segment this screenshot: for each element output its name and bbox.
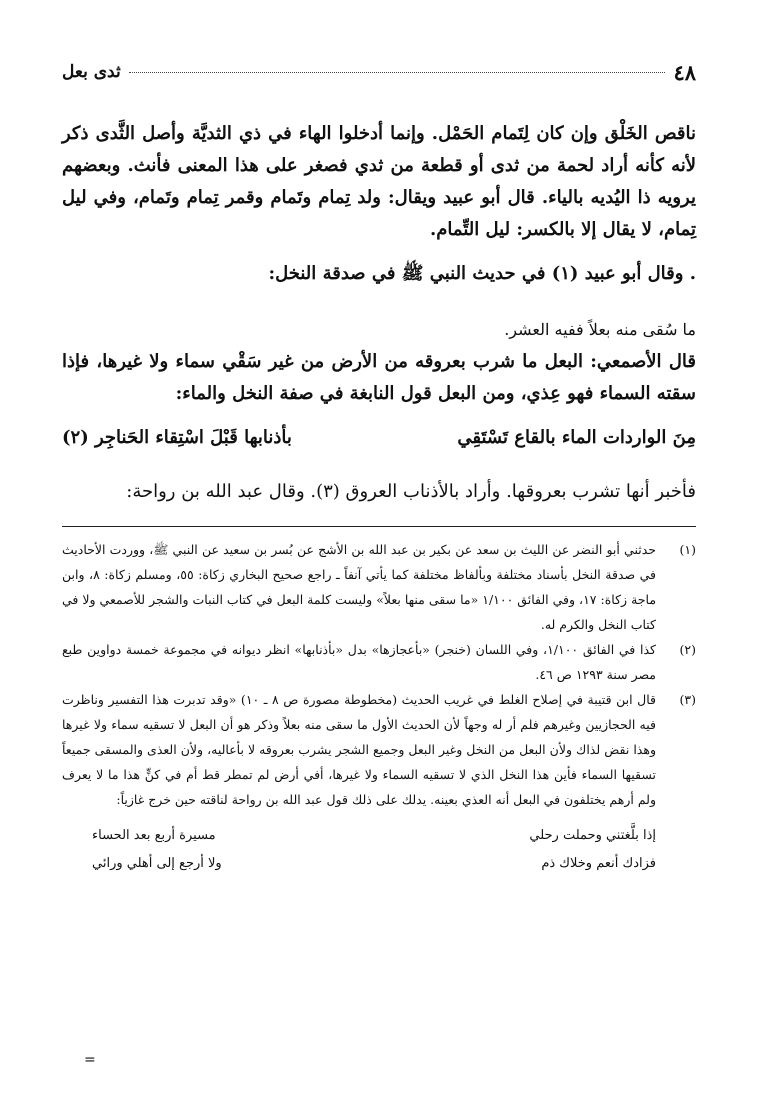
running-title: ثدى بعل <box>62 62 121 82</box>
poem-first-hemistich: فزادك أنعم وخلاك ذم <box>541 856 656 871</box>
poem-second-hemistich: ولا أرجع إلى أهلي ورائي <box>92 856 222 871</box>
verse-second-hemistich: بأذنابها قَبْلَ اسْتِقاء الحَناجِر (٢) <box>62 427 292 448</box>
footnote-3 <box>62 687 696 812</box>
paragraph-1: ناقص الخَلْق وإن كان لِتَمام الحَمْل. وإنما أدخلوا الهاء في ذي الثديَّة وأصل الثَّدى ذكر لأنه كأنه أراد لحمة من ثدى أو قطعة من ثدي فصغر على هذا المعنى فأنث. وبعضهم يرويه ذا اليُديه بالياء. قال أبو عبيد ويقال: ولد تِمام وتَمام وقمر تِمام وتَمام، وفي ليل تِمام، لا يقال إلا بالكسر: ليل التِّمام. <box>62 123 696 240</box>
poem-second-hemistich: مسيرة أربع بعد الحساء <box>92 828 216 843</box>
book-page <box>62 56 696 878</box>
running-header <box>62 56 696 88</box>
footnote-separator <box>62 526 696 527</box>
page-number: ٤٨ <box>673 59 696 85</box>
main-text <box>62 118 696 508</box>
poem-line <box>62 850 656 878</box>
poem <box>62 822 656 878</box>
footnote-1 <box>62 537 696 637</box>
poem-first-hemistich: إذا بلَّغتني وحملت رحلي <box>529 828 656 843</box>
paragraph-2: . وقال أبو عبيد (١) في حديث النبي ﷺ في صدقة النخل: <box>268 263 696 284</box>
footnote-number: (١) <box>679 542 696 557</box>
paragraph-4: فأخبر أنها تشرب بعروقها. وأراد بالأذناب العروق (٣). وقال عبد الله بن رواحة: <box>126 481 696 502</box>
header-dotted-rule <box>129 72 666 73</box>
margin-mark: = <box>84 1052 96 1068</box>
footnote-2 <box>62 637 696 687</box>
paragraph-3: قال الأصمعي: البعل ما شرب بعروقه من الأرض من غير سَقْي سماء ولا غيرها، فإذا سقته السماء فهو عِذي، ومن البعل قول النابغة في صفة النخل والماء: <box>62 351 696 404</box>
hadith-quote: ما سُقى منه بعلاً ففيه العشر. <box>504 320 696 339</box>
footnote-number: (٣) <box>679 692 696 707</box>
verse-line <box>62 422 696 454</box>
footnote-text: حدثني أبو النضر عن الليث بن سعد عن بكير بن عبد الله بن الأشج عن بُسر بن سعيد عن النبي ﷺ، ووردت الأحاديث في صدقة النخل بأسناد مختلفة وبألفاظ مختلفة كما يأتي آنفاً ـ راجع صحيح البخاري زكاة: ٥٥، ومسلم زكاة: ٨، وابن ماجة زكاة: ١٧، وفي الفائق ١/١٠٠ «ما سقى منها بعلاً» وليست كلمة البعل في كتاب النبات والشجر للأصمعي ولا في كتاب النخل والكرم له. <box>62 542 657 632</box>
verse-first-hemistich: مِنَ الواردات الماء بالقاع تَسْتَقِي <box>457 427 696 448</box>
footnote-text: كذا في الفائق ١/١٠٠، وفي اللسان (خنجر) «بأعجازها» بدل «بأذنابها» انظر ديوانه في مجموعة خمسة دواوين طبع مصر سنة ١٢٩٣ ص ٤٦. <box>62 642 656 682</box>
footnotes <box>62 537 696 878</box>
poem-line <box>62 822 656 850</box>
footnote-number: (٢) <box>679 642 696 657</box>
footnote-text: قال ابن قتيبة في إصلاح الغلط في غريب الحديث (مخطوطة مصورة ص ٨ ـ ١٠) «وقد تدبرت هذا التفسير وناظرت فيه الحجازيين وغيرهم فلم أر له وجهاً لأن الحديث الأول ما سقى منه بعلاً وذكر هو أن البعل لا تسقيه سماء ولا غيرها وهذا نقض لذاك ولأن البعل من النخل وغير البعل وجميع الشجر يشرب بعروقه لا بأعاليه، ولأن العذى والمسقى جميعاً تسقيها السماء فأين هذا النخل الذي لا تسقيه السماء ولا غيرها، أفي أرض لم تمطر قط أم في كنٍّ هذا ما لا يعرف ولم أرهم يختلفون في البعل أنه العذي بعينه. يدلك على ذلك قول عبد الله بن رواحة لناقته حين خرج غازياً: <box>62 692 656 807</box>
